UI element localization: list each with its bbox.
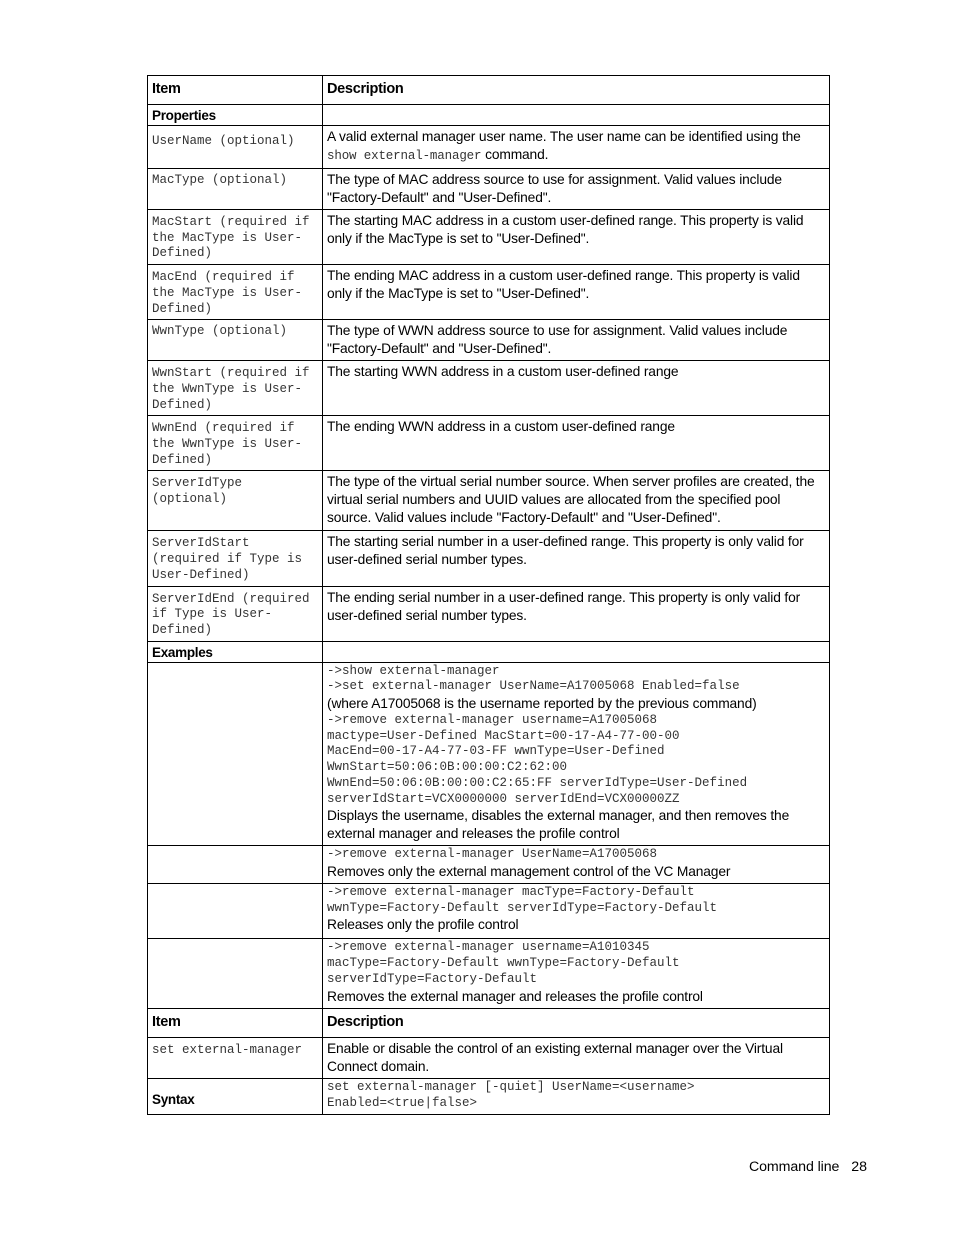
row-item: WwnStart (required if the WwnType is User-Defined) bbox=[148, 361, 323, 416]
example-row bbox=[148, 883, 830, 938]
inline-code: show external-manager bbox=[327, 149, 482, 163]
table-row bbox=[148, 1079, 830, 1115]
header-item: Item bbox=[148, 76, 323, 105]
row-item: MacEnd (required if the MacType is User-Defined) bbox=[148, 265, 323, 320]
row-description: A valid external manager user name. The user name can be identified using the show external-manager command. bbox=[323, 126, 830, 169]
table-row bbox=[148, 265, 830, 320]
section-examples: Examples bbox=[148, 641, 323, 662]
example-cell bbox=[323, 939, 830, 1008]
row-item: UserName (optional) bbox=[148, 126, 323, 169]
table-row bbox=[148, 471, 830, 531]
table-row bbox=[148, 169, 830, 210]
example-cell bbox=[323, 883, 830, 938]
row-item: WwnType (optional) bbox=[148, 320, 323, 361]
footer-section: Command line bbox=[749, 1159, 840, 1175]
example-code: ->show external-manager ->set external-manager UserName=A17005068 Enabled=false bbox=[327, 663, 740, 694]
properties-table bbox=[147, 75, 830, 1009]
row-item: MacStart (required if the MacType is User-Defined) bbox=[148, 210, 323, 265]
header-description: Description bbox=[323, 1009, 830, 1038]
command-table bbox=[147, 1008, 830, 1115]
row-item: WwnEnd (required if the WwnType is User-Defined) bbox=[148, 416, 323, 471]
row-description: The type of WWN address source to use for assignment. Valid values include "Factory-Default" and "User-Defined". bbox=[323, 320, 830, 361]
page-number: 28 bbox=[851, 1159, 867, 1175]
example-row bbox=[148, 662, 830, 846]
example-cell bbox=[323, 846, 830, 884]
example-code: ->remove external-manager username=A17005068 mactype=User-Defined MacStart=00-17-A4-77-00-00 MacEnd=00-17-A4-77-03-FF wwnType=User-Defined WwnStart=50:06:0B:00:00:C2:62:00 WwnEnd=50:06:0B:00:00:C2:65:FF serverIdType=User-Defined serverIdStart=VCX0000000 serverIdEnd=VCX00000ZZ bbox=[327, 713, 748, 806]
row-description: The starting serial number in a user-defined range. This property is only valid for user-defined serial number types. bbox=[323, 531, 830, 586]
row-description: The ending MAC address in a custom user-defined range. This property is valid only if the MacType is set to "User-Defined". bbox=[323, 265, 830, 320]
table-row bbox=[148, 416, 830, 471]
example-code: ->remove external-manager UserName=A17005068 bbox=[327, 847, 658, 862]
row-description: The starting WWN address in a custom user-defined range bbox=[323, 361, 830, 416]
table-row bbox=[148, 210, 830, 265]
page-footer bbox=[749, 1159, 867, 1175]
example-code: ->remove external-manager username=A1010345 macType=Factory-Default wwnType=Factory-Default serverIdType=Factory-Default bbox=[327, 940, 680, 986]
row-description: The ending WWN address in a custom user-defined range bbox=[323, 416, 830, 471]
row-description: The type of the virtual serial number source. When server profiles are created, the virtual serial numbers and UUID values are allocated from the specified pool source. Valid values include "Factory-Default" and "User-Defined". bbox=[323, 471, 830, 531]
row-description: The starting MAC address in a custom user-defined range. This property is valid only if the MacType is set to "User-Defined". bbox=[323, 210, 830, 265]
header-description: Description bbox=[323, 76, 830, 105]
table-row bbox=[148, 531, 830, 586]
table-row bbox=[148, 361, 830, 416]
example-row bbox=[148, 846, 830, 884]
example-text: Displays the username, disables the external manager, and then removes the external manager and releases the profile control bbox=[327, 808, 790, 842]
example-cell bbox=[323, 662, 830, 846]
example-code: ->remove external-manager macType=Factory-Default wwnType=Factory-Default serverIdType=Factory-Default bbox=[327, 884, 718, 915]
example-text: (where A17005068 is the username reported by the previous command) bbox=[327, 696, 757, 712]
row-description: The type of MAC address source to use for assignment. Valid values include "Factory-Default" and "User-Defined". bbox=[323, 169, 830, 210]
syntax-label: Syntax bbox=[148, 1079, 323, 1115]
table-row bbox=[148, 586, 830, 641]
table-row bbox=[148, 126, 830, 169]
example-text: Releases only the profile control bbox=[327, 917, 519, 933]
row-item: ServerIdStart (required if Type is User-Defined) bbox=[148, 531, 323, 586]
example-text: Removes the external manager and releases the profile control bbox=[327, 988, 703, 1004]
section-properties: Properties bbox=[148, 105, 323, 126]
header-item: Item bbox=[148, 1009, 323, 1038]
row-item: MacType (optional) bbox=[148, 169, 323, 210]
row-item: ServerIdEnd (required if Type is User-Defined) bbox=[148, 586, 323, 641]
example-row bbox=[148, 939, 830, 1008]
row-description: The ending serial number in a user-defined range. This property is only valid for user-defined serial number types. bbox=[323, 586, 830, 641]
command-description: Enable or disable the control of an existing external manager over the Virtual Connect domain. bbox=[323, 1038, 830, 1079]
table-row bbox=[148, 320, 830, 361]
row-item: ServerIdType (optional) bbox=[148, 471, 323, 531]
table-row bbox=[148, 1038, 830, 1079]
syntax-code: set external-manager [-quiet] UserName=<username> Enabled=<true|false> bbox=[327, 1080, 695, 1110]
example-text: Removes only the external management control of the VC Manager bbox=[327, 863, 731, 879]
command-name: set external-manager bbox=[148, 1038, 323, 1079]
